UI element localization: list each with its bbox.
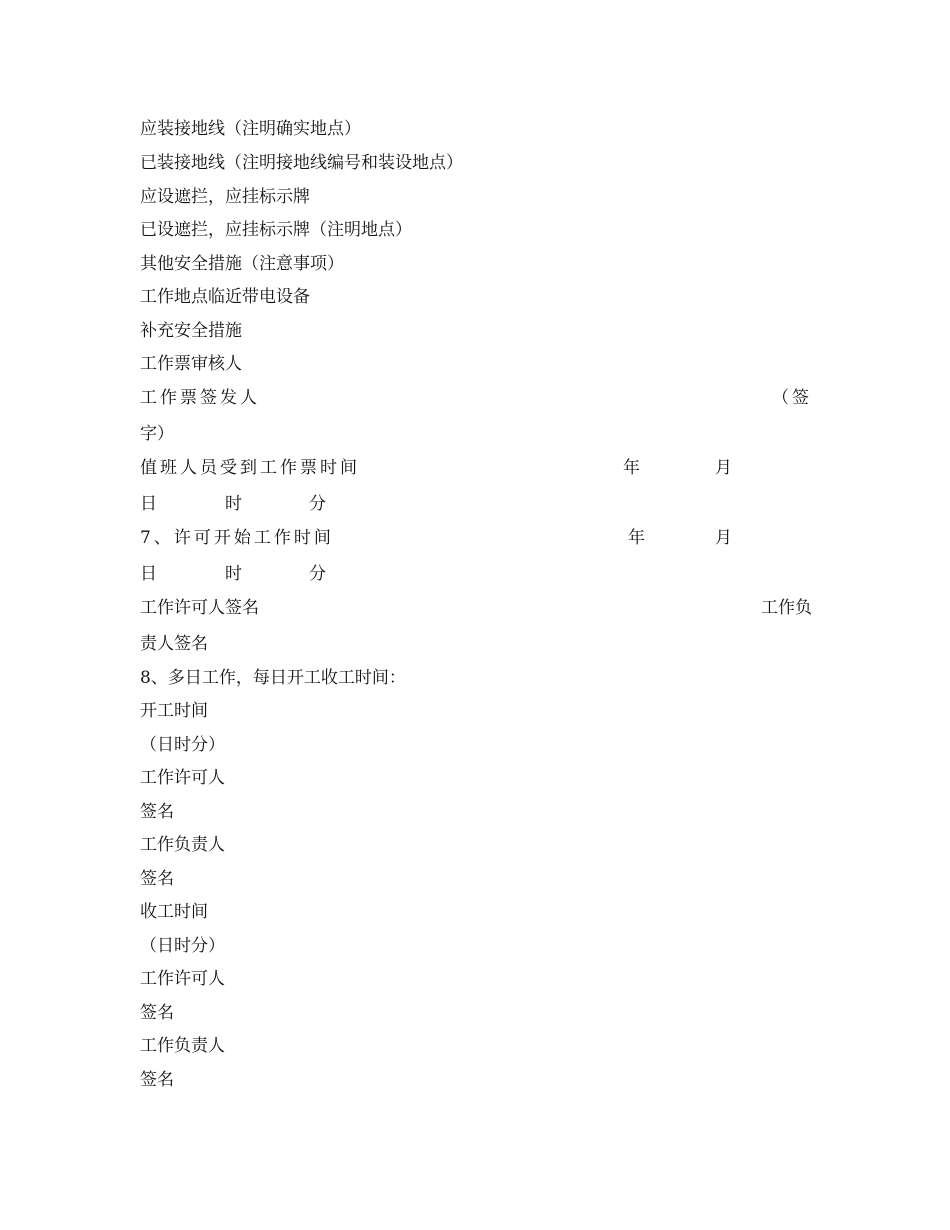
line-text: 工作票审核人 [140,354,242,374]
line-text: 已装接地线（注明接地线编号和装设地点） [140,153,463,173]
minute-label: 分 [309,494,326,514]
permitter-signature-line [140,594,812,622]
line-text: 应装接地线（注明确实地点） [140,119,361,139]
permit-start-label: 7、许可开始工作时间 [140,528,334,548]
line-text: （日时分） [140,936,225,956]
text-line [140,898,812,926]
text-line [140,630,812,658]
line-text: 收工时间 [140,902,208,922]
text-line [140,1032,812,1060]
minute-label: 分 [309,564,326,584]
text-line [140,865,812,893]
text-line [140,999,812,1027]
text-line [140,1066,812,1094]
text-line [140,183,812,211]
leader-label-start: 工作负 [761,598,812,618]
line-text: 工作地点临近带电设备 [140,287,310,307]
day-hour-minute-line [140,490,812,518]
text-line [140,350,812,378]
text-line [140,283,812,311]
text-line [140,115,812,143]
received-time-label: 值班人员受到工作票时间 [140,458,360,478]
permitter-label: 工作许可人签名 [140,598,259,618]
text-line [140,965,812,993]
received-time-line [140,454,812,482]
line-text: 8、多日工作，每日开工收工时间： [140,668,406,688]
line-text: 工作许可人 [140,969,225,989]
line-text: 签名 [140,1003,174,1023]
month-label: 月 [715,458,735,478]
line-text: 工作许可人 [140,768,225,788]
text-line [140,250,812,278]
line-text: 签名 [140,802,174,822]
text-line [140,317,812,345]
text-line [140,697,812,725]
line-text: 签名 [140,1070,174,1090]
line-text: 已设遮拦，应挂标示牌（注明地点） [140,220,412,240]
line-text: 应设遮拦，应挂标示牌 [140,187,310,207]
text-line [140,798,812,826]
year-label: 年 [623,458,643,478]
day-label: 日 [140,494,157,514]
line-text: 签名 [140,869,174,889]
line-text: 开工时间 [140,701,208,721]
text-line [140,764,812,792]
issuer-label: 工作票签发人 [140,388,260,408]
line-text: 字） [140,424,174,444]
line-text: （日时分） [140,735,225,755]
line-text: 工作负责人 [140,1036,225,1056]
text-line [140,831,812,859]
section-heading [140,664,812,692]
day-hour-minute-line [140,560,812,588]
hour-label: 时 [225,494,242,514]
hour-label: 时 [225,564,242,584]
year-label: 年 [628,528,648,548]
text-line [140,420,812,448]
line-text: 其他安全措施（注意事项） [140,254,344,274]
text-line [140,731,812,759]
day-label: 日 [140,564,157,584]
signature-open: （签 [772,388,812,408]
permit-start-time-line [140,524,812,552]
text-line [140,932,812,960]
issuer-signature-line [140,384,812,412]
line-text: 补充安全措施 [140,321,242,341]
line-text: 工作负责人 [140,835,225,855]
line-text: 责人签名 [140,634,208,654]
text-line [140,216,812,244]
text-line [140,149,812,177]
month-label: 月 [715,528,735,548]
